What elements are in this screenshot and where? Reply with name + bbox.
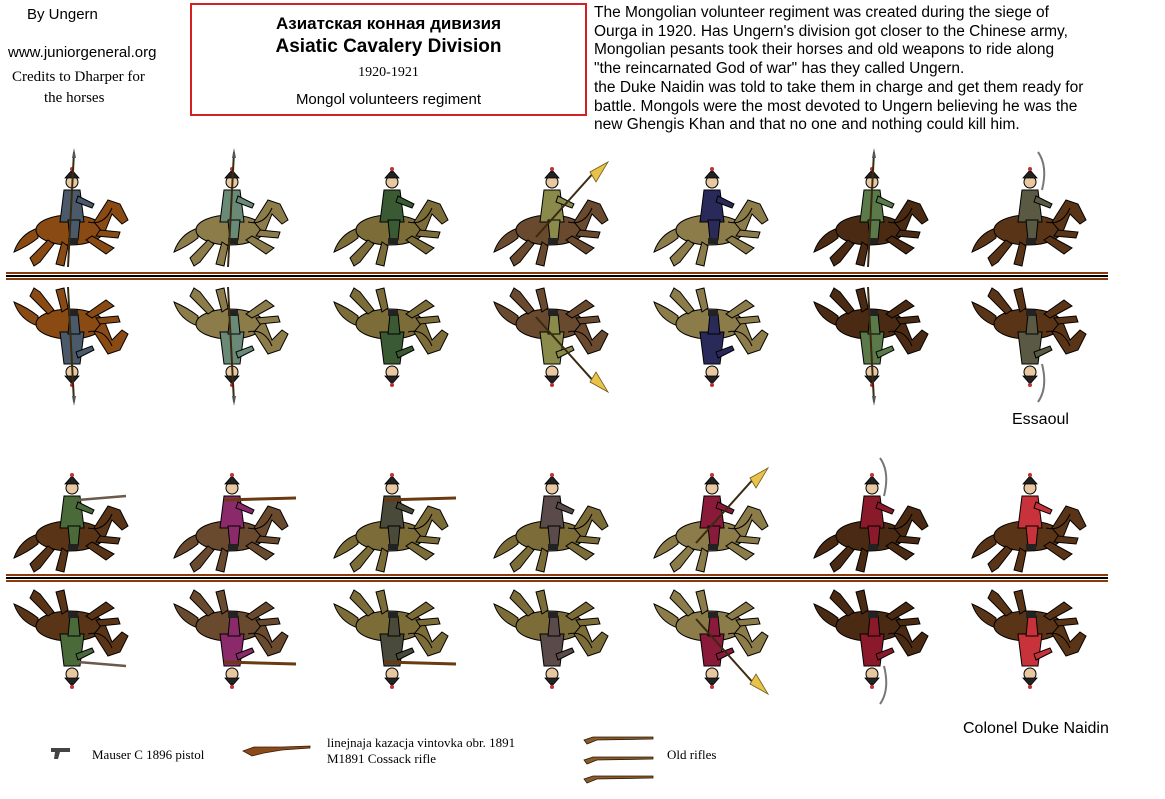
cavalry-rider-figure-mirrored [328, 282, 458, 412]
old-rifle-icon [583, 752, 655, 766]
description-line: battle. Mongols were the most devoted to Ungern believing he was the [594, 97, 1078, 115]
cavalry-rider-figure-mirrored [648, 282, 778, 412]
cavalry-rider-figure [966, 448, 1096, 578]
cavalry-rider-figure-mirrored [808, 584, 938, 714]
cavalry-rider-figure-mirrored [8, 584, 138, 714]
cavalry-rider-figure [8, 142, 138, 272]
ground-line-top [6, 272, 1108, 279]
legend-pistol: Mauser C 1896 pistol [92, 747, 205, 762]
cavalry-rider-figure [808, 448, 938, 578]
title-subtitle: Mongol volunteers regiment [295, 91, 482, 108]
description-text [594, 4, 1162, 135]
cavalry-rider-figure-mirrored [488, 282, 618, 412]
caption-colonel: Colonel Duke Naidin [963, 720, 1109, 737]
cavalry-rider-figure [648, 142, 778, 272]
description-line: the Duke Naidin was told to take them in charge and get them ready for [594, 78, 1084, 96]
cavalry-rider-figure [328, 142, 458, 272]
credit-horses-line2: the horses [44, 90, 105, 106]
cavalry-rider-figure [966, 142, 1096, 272]
legend-rifle-line2: M1891 Cossack rifle [327, 751, 437, 766]
title-russian: Азиатская конная дивизия [275, 14, 502, 33]
cavalry-rider-figure [808, 142, 938, 272]
cavalry-rider-figure-mirrored [328, 584, 458, 714]
cavalry-rider-figure [488, 142, 618, 272]
description-line: new Ghengis Khan and that no one and nothing could kill him. [594, 116, 1020, 134]
cavalry-rider-figure [328, 448, 458, 578]
description-line: "the reincarnated God of war" has they called Ungern. [594, 60, 965, 78]
pistol-icon [50, 745, 72, 761]
cavalry-rider-figure-mirrored [488, 584, 618, 714]
cavalry-rider-figure-mirrored [8, 282, 138, 412]
cavalry-rider-figure [8, 448, 138, 578]
cavalry-rider-figure-mirrored [168, 584, 298, 714]
cavalry-rider-figure-mirrored [808, 282, 938, 412]
description-line: Mongolian pesants took their horses and old weapons to ride along [594, 41, 1055, 59]
legend-old-rifles: Old rifles [667, 747, 717, 762]
credit-author: By Ungern [27, 6, 98, 23]
cavalry-rider-figure-mirrored [648, 584, 778, 714]
cavalry-rider-figure-mirrored [168, 282, 298, 412]
cavalry-rider-figure [168, 448, 298, 578]
title-box [190, 3, 587, 116]
title-years: 1920-1921 [358, 65, 419, 80]
credit-site[interactable]: www.juniorgeneral.org [8, 44, 157, 61]
old-rifle-icon [583, 771, 655, 785]
legend-rifle-line1: linejnaja kazacja vintovka obr. 1891 [327, 735, 516, 750]
old-rifle-icon [583, 732, 655, 746]
cavalry-rider-figure-mirrored [966, 282, 1096, 412]
cavalry-rider-figure [488, 448, 618, 578]
cavalry-rider-figure [168, 142, 298, 272]
description-line: The Mongolian volunteer regiment was created during the siege of [594, 4, 1049, 21]
description-line: Ourga in 1920. Has Ungern's division got closer to the Chinese army, [594, 22, 1068, 40]
credit-horses-line1: Credits to Dharper for [12, 69, 145, 85]
caption-essaoul: Essaoul [1012, 411, 1069, 428]
cavalry-rider-figure-mirrored [966, 584, 1096, 714]
cavalry-rider-figure [648, 448, 778, 578]
cossack-rifle-icon [242, 741, 312, 759]
title-english: Asiatic Cavalery Division [275, 36, 502, 57]
